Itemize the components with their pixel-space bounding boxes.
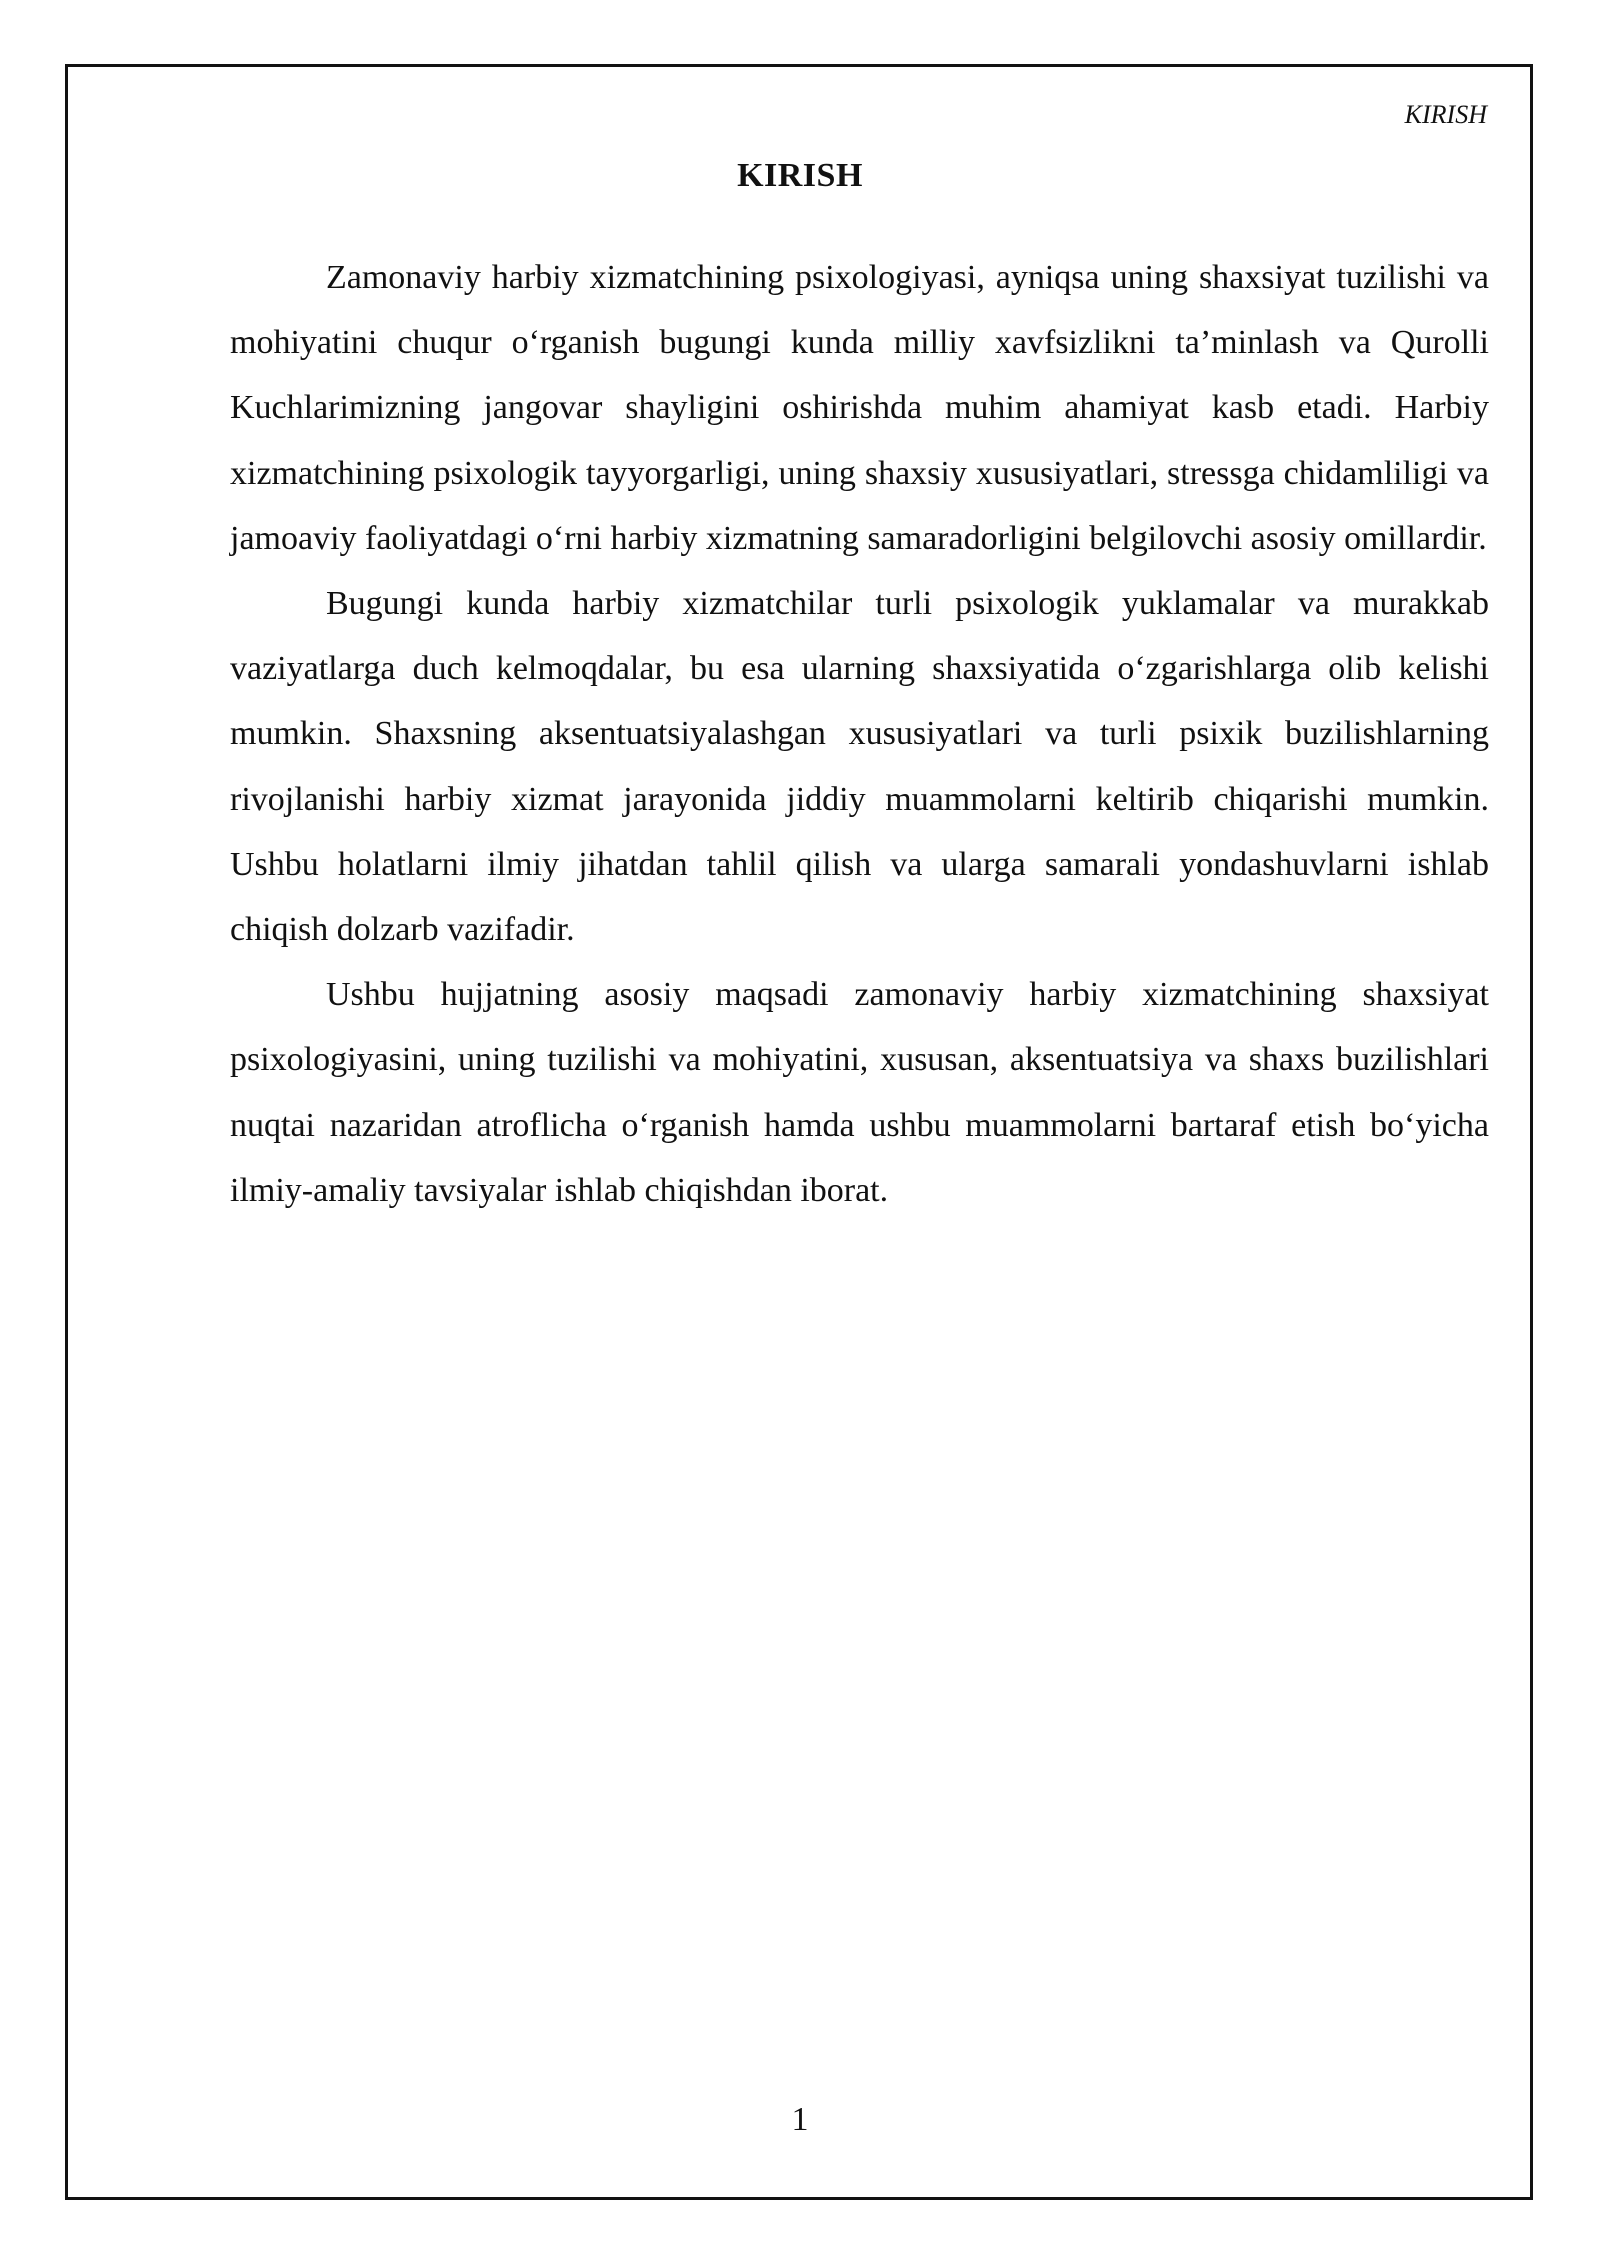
paragraph-2: Bugungi kunda harbiy xizmatchilar turli psixologik yuklamalar va murakkab vaziyatlarga duch kelmoqdalar, bu esa ularning shaxsiyatida o‘zgarishlarga olib kelishi mumkin. Shaxsning aksentuatsiyalashgan xususiyatlari va turli psixik buzilishlarning rivojlanishi harbiy xizmat jarayonida jiddiy muammolarni keltirib chiqarishi mumkin. Ushbu holatlarni ilmiy jihatdan tahlil qilish va ularga samarali yondashuvlarni ishlab chiqish dolzarb vazifadir.: [230, 585, 1489, 949]
page-number: 1: [791, 2101, 809, 2138]
paragraph-1: Zamonaviy harbiy xizmatchining psixologiyasi, ayniqsa uning shaxsiyat tuzilishi va mohiyatini chuqur o‘rganish bugungi kunda milliy xavfsizlikni ta’minlash va Qurolli Kuchlarimizning jangovar shayligini oshirishda muhim ahamiyat kasb etadi. Harbiy xizmatchining psixologik tayyorgarligi, uning shaxsiy xususiyatlari, stressga chidamliligi va jamoaviy faoliyatdagi o‘rni harbiy xizmatning samaradorligini belgilovchi asosiy omillardir.: [230, 259, 1489, 557]
paragraph-3: Ushbu hujjatning asosiy maqsadi zamonaviy harbiy xizmatchining shaxsiyat psixologiyasini, uning tuzilishi va mohiyatini, xususan, aksentuatsiya va shaxs buzilishlari nuqtai nazaridan atroflicha o‘rganish hamda ushbu muammolarni bartaraf etish bo‘yicha ilmiy-amaliy tavsiyalar ishlab chiqishdan iborat.: [230, 976, 1489, 1209]
document-body: [230, 245, 1489, 1223]
page-title: KIRISH: [737, 157, 863, 194]
running-header: KIRISH: [1404, 100, 1487, 129]
